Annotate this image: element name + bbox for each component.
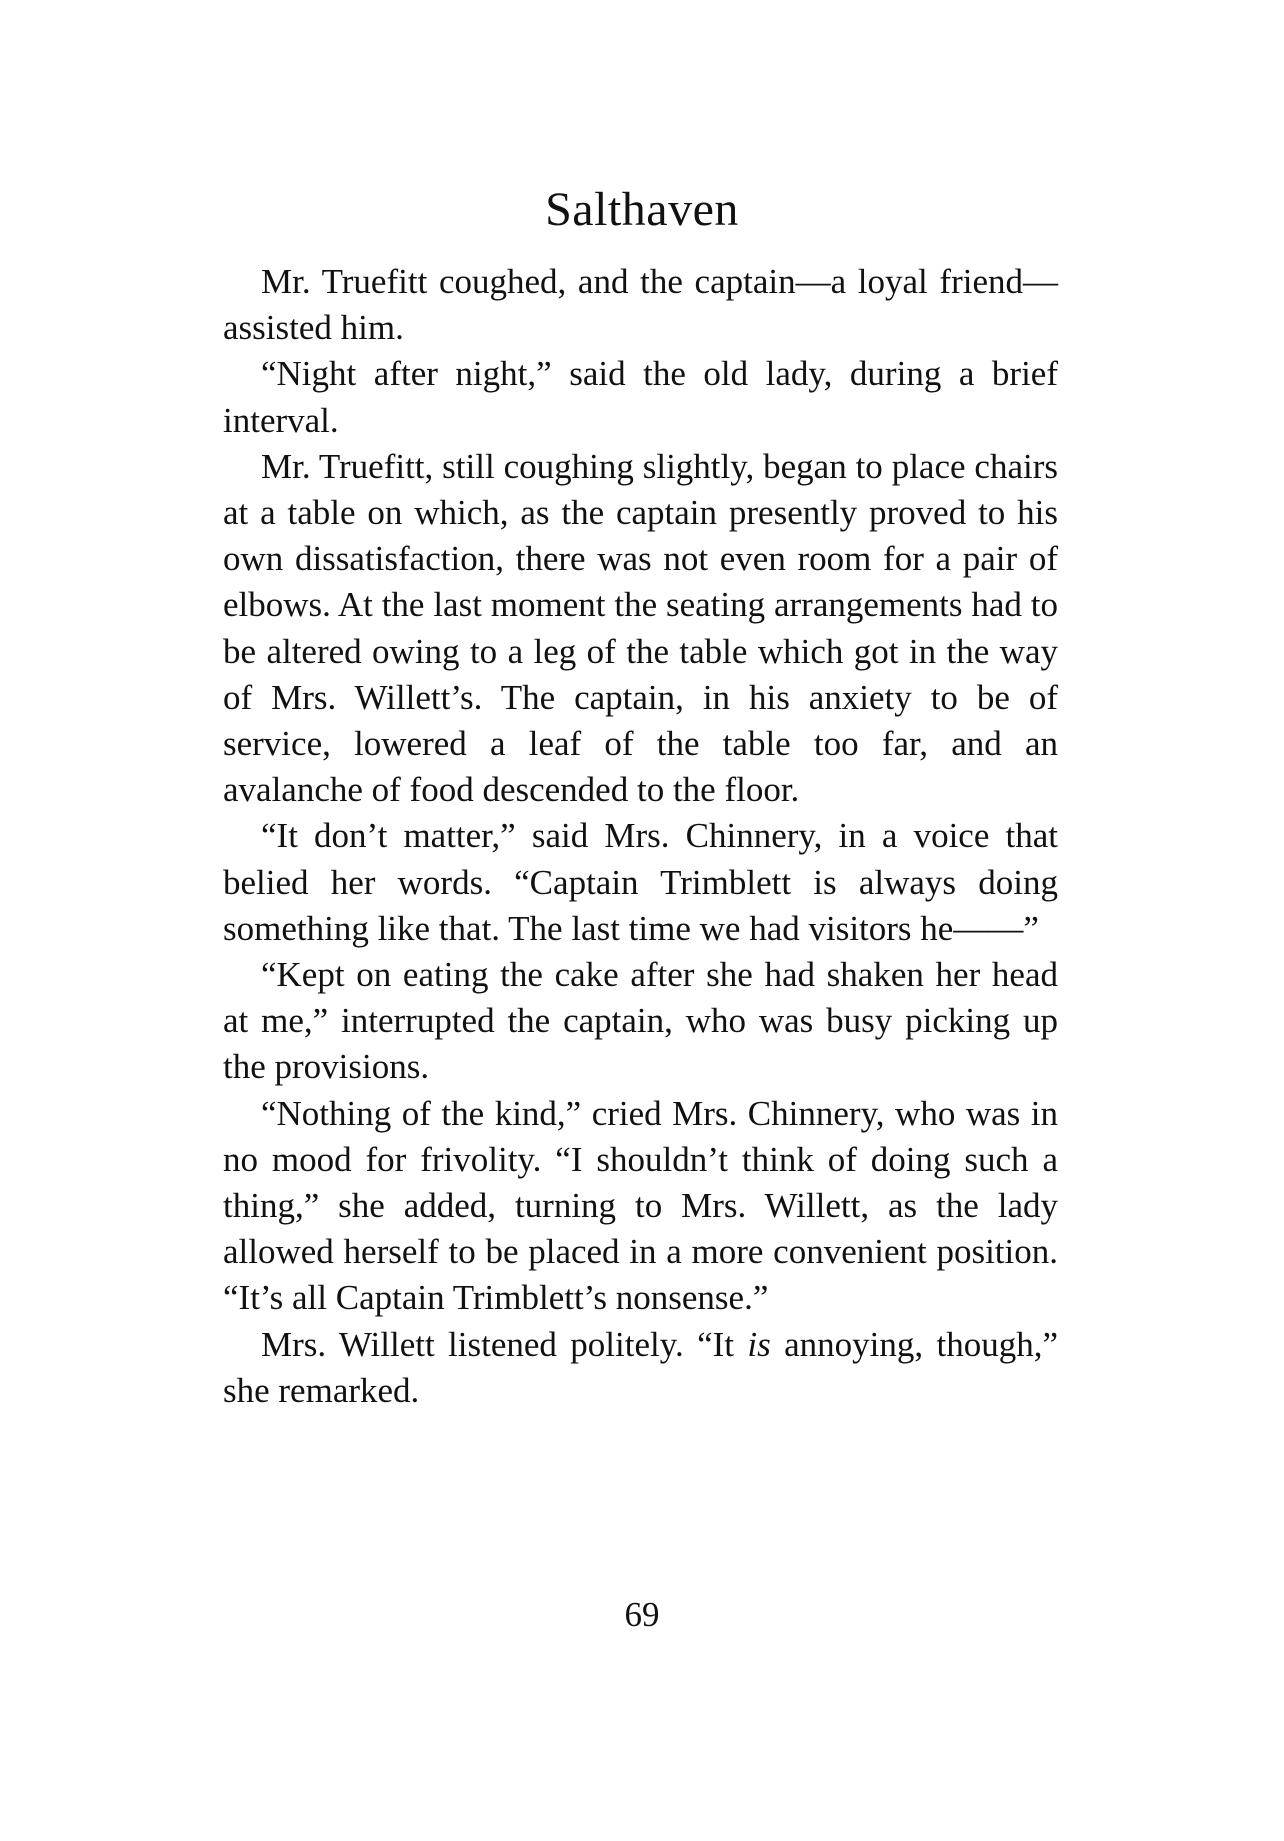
paragraph-1: Mr. Truefitt coughed, and the captain—a loyal friend—assisted him. — [223, 262, 1058, 348]
paragraph-3: Mr. Truefitt, still coughing slightly, began to place chairs at a table on which, as the captain presently proved to his own dissatisfaction, there was not even room for a pair of elbows. At the last moment the seating arrangements had to be altered owing to a leg of the table which got in the way of Mrs. Willett’s. The captain, in his anxiety to be of service, lowered a leaf of the table too far, and an avalanche of food descended to the floor. — [223, 446, 1058, 810]
page-number: 69 — [624, 1595, 660, 1634]
paragraph-7-after: annoying, though,” she remarked. — [223, 1324, 1058, 1410]
paragraph-2: “Night after night,” said the old lady, during a brief interval. — [223, 354, 1058, 440]
running-head: Salthaven — [545, 183, 739, 236]
body-text — [223, 259, 1058, 1414]
paragraph-6: “Nothing of the kind,” cried Mrs. Chinnery, who was in no mood for frivolity. “I shouldn’t think of doing such a thing,” she added, turning to Mrs. Willett, as the lady allowed herself to be placed in a more convenient position. “It’s all Captain Trimblett’s nonsense.” — [223, 1093, 1058, 1318]
paragraph-7-before: Mrs. Willett listened politely. “It — [261, 1324, 748, 1364]
paragraph-5: “Kept on eating the cake after she had shaken her head at me,” interrupted the captain, who was busy picking up the provisions. — [223, 955, 1058, 1087]
paragraph-7 — [223, 1322, 1058, 1414]
paragraph-7-emphasis: is — [747, 1324, 771, 1364]
paragraph-4: “It don’t matter,” said Mrs. Chinnery, in a voice that belied her words. “Captain Trimblett is always doing something like that. The last time we had visitors he——” — [223, 816, 1058, 948]
